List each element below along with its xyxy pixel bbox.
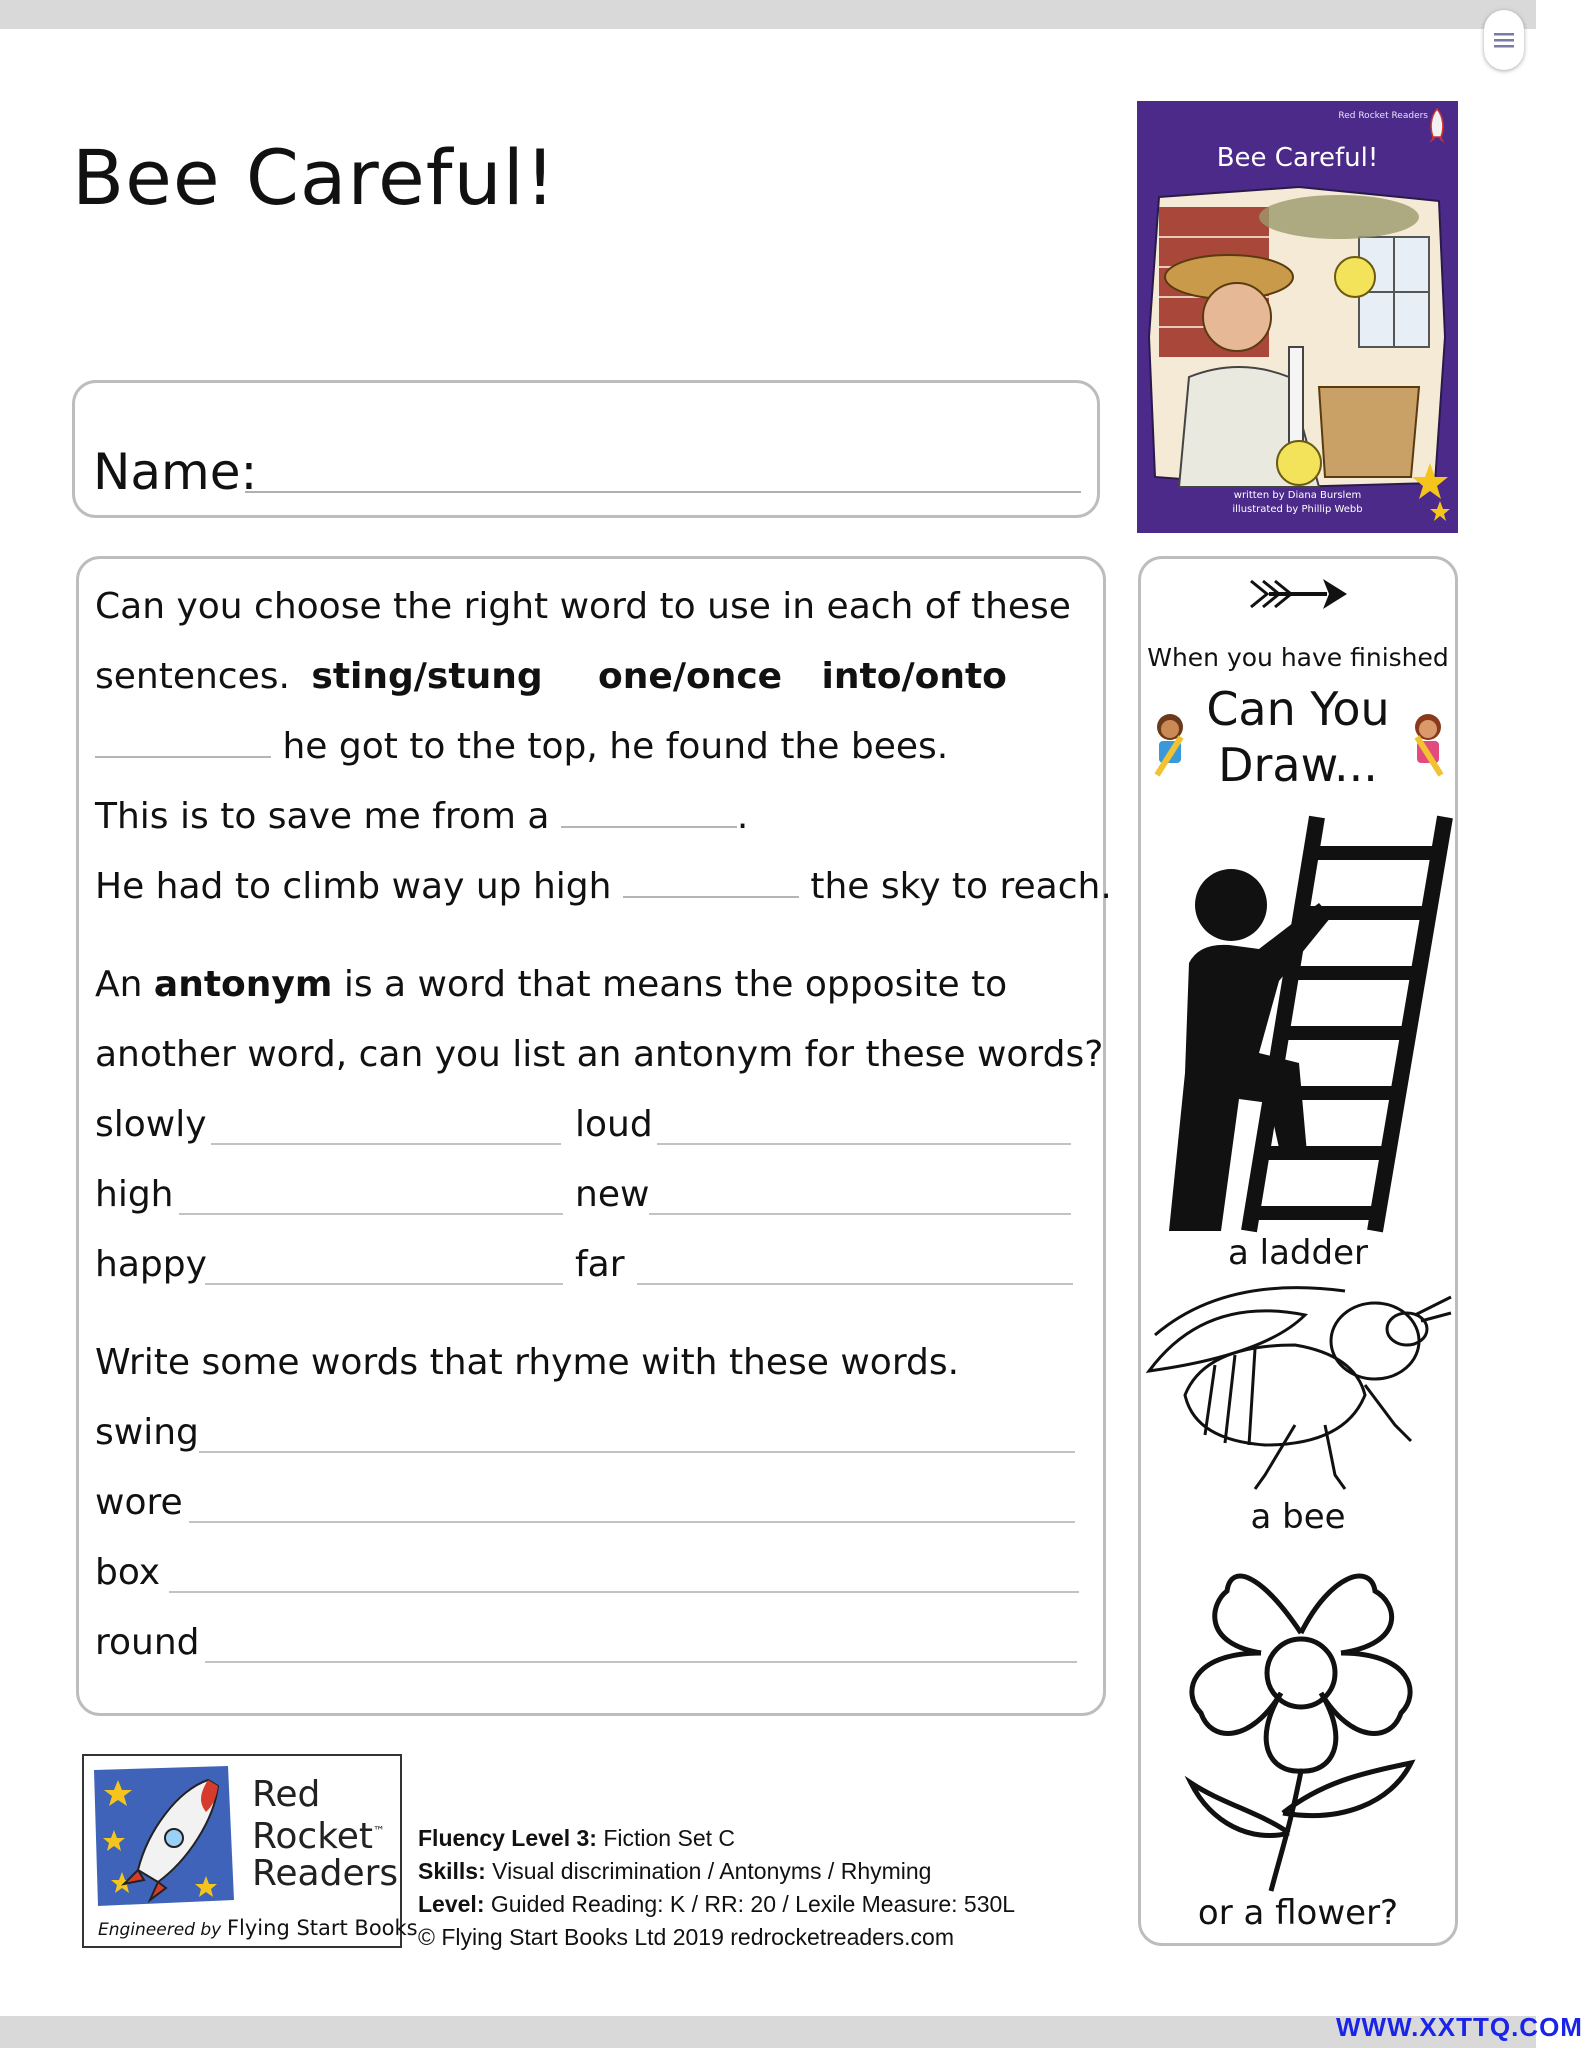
viewer-top-bar — [0, 0, 1536, 29]
antonym-answer-happy[interactable] — [205, 1283, 563, 1285]
logo-line2-text: Rocket — [252, 1816, 374, 1857]
exercise-box — [76, 556, 1112, 1716]
antonym-answer-loud[interactable] — [657, 1143, 1071, 1145]
hamburger-icon — [1494, 32, 1514, 48]
cover-illustrator: illustrated by Phillip Webb — [1232, 504, 1363, 515]
rhyme-word-wore: wore — [95, 1482, 183, 1523]
draw-sidebar — [1138, 556, 1458, 1946]
sentence-1 — [95, 725, 948, 769]
level-label: Level: — [418, 1891, 485, 1917]
blank-3[interactable] — [623, 890, 799, 898]
rhyme-word-swing: swing — [95, 1412, 199, 1453]
cover-title: Bee Careful! — [1216, 143, 1379, 173]
flower-illustration — [1171, 1543, 1431, 1893]
bee-illustration — [1145, 1275, 1455, 1495]
antonym-word-high: high — [95, 1174, 174, 1215]
blank-2[interactable] — [561, 820, 737, 828]
exercise2-line1-end: is a word that means the opposite to — [343, 964, 1008, 1005]
choice-one-once: one/once — [598, 656, 783, 697]
rhyme-answer-box[interactable] — [169, 1591, 1079, 1593]
antonym-word-far: far — [575, 1244, 625, 1285]
logo-line1: Red — [252, 1774, 321, 1815]
book-info — [418, 1822, 1015, 1954]
level-value: Guided Reading: K / RR: 20 / Lexile Measure: 530L — [490, 1891, 1016, 1917]
rhyme-answer-swing[interactable] — [199, 1451, 1075, 1453]
exercise2-line1-start: An — [95, 964, 143, 1005]
copyright: © Flying Start Books Ltd 2019 redrocketreaders.com — [418, 1924, 954, 1950]
skills-label: Skills: — [418, 1858, 486, 1884]
name-label: Name: — [93, 443, 258, 501]
antonym-word-new: new — [575, 1174, 650, 1215]
exercise2-line1 — [95, 963, 1007, 1007]
sentence-3 — [95, 865, 1112, 909]
rhyme-word-box: box — [95, 1552, 161, 1593]
flying-start-books: Flying Start Books — [226, 1916, 418, 1940]
rhyme-answer-wore[interactable] — [189, 1521, 1075, 1523]
antonym-word: antonym — [153, 964, 333, 1005]
heading-line2: Draw... — [1218, 738, 1378, 792]
rhyme-answer-round[interactable] — [205, 1661, 1077, 1663]
antonym-answer-new[interactable] — [649, 1213, 1071, 1215]
rocket-icon — [1424, 107, 1450, 147]
exercise2-line2: another word, can you list an antonym for these words? — [95, 1034, 1104, 1075]
cover-author: written by Diana Burslem — [1233, 490, 1362, 501]
fluency-label: Fluency Level 3: — [418, 1825, 597, 1851]
star-icon — [1410, 461, 1450, 521]
antonym-answer-high[interactable] — [179, 1213, 563, 1215]
sentence-2 — [95, 795, 748, 839]
choice-sting-stung: sting/stung — [311, 656, 543, 697]
page-title: Bee Careful! — [72, 133, 557, 222]
sentence-1-text: he got to the top, he found the bees. — [282, 726, 949, 767]
fluency-value: Fiction Set C — [603, 1825, 736, 1851]
logo-line3: Readers — [252, 1853, 399, 1894]
watermark: WWW.XXTTQ.COM — [1336, 2012, 1583, 2042]
child-drawing-icon — [1403, 709, 1453, 779]
ladder-caption: a ladder — [1228, 1233, 1368, 1273]
ladder-illustration — [1149, 813, 1449, 1233]
bee-caption: a bee — [1250, 1497, 1346, 1537]
antonym-word-slowly: slowly — [95, 1104, 207, 1145]
rocket-logo-icon — [88, 1760, 238, 1910]
antonym-word-loud: loud — [575, 1104, 653, 1145]
heading-line1: Can You — [1206, 682, 1390, 736]
antonym-answer-slowly[interactable] — [211, 1143, 561, 1145]
arrow-right-icon — [1249, 569, 1349, 619]
sentence-2-end: . — [736, 796, 749, 837]
level-line — [418, 1888, 1015, 1921]
red-rocket-readers-logo — [82, 1754, 418, 1948]
rhyme-word-round: round — [95, 1622, 200, 1663]
skills-value: Visual discrimination / Antonyms / Rhyming — [492, 1858, 932, 1884]
antonym-answer-far[interactable] — [637, 1283, 1073, 1285]
finished-text: When you have finished — [1147, 643, 1449, 672]
sentence-3-start: He had to climb way up high — [95, 866, 612, 907]
skills-line — [418, 1855, 1015, 1888]
sentence-2-start: This is to save me from a — [95, 796, 550, 837]
antonym-word-happy: happy — [95, 1244, 207, 1285]
cover-illustration — [1149, 187, 1447, 487]
logo-line2 — [252, 1813, 398, 1855]
fluency-line — [418, 1822, 1015, 1855]
book-cover — [1137, 101, 1458, 533]
sentence-3-end: the sky to reach. — [810, 866, 1112, 907]
engineered-label: Engineered by — [98, 1920, 222, 1940]
trademark: ™ — [373, 1824, 386, 1838]
exercise1-prompt-sentences: sentences. — [95, 656, 290, 697]
logo-wordmark — [252, 1776, 398, 1892]
name-field[interactable] — [245, 491, 1081, 493]
menu-button[interactable] — [1484, 10, 1524, 70]
blank-1[interactable] — [95, 750, 271, 758]
exercise1-prompt-line2 — [95, 655, 1007, 699]
exercise3-prompt: Write some words that rhyme with these words. — [95, 1342, 960, 1383]
choice-into-onto: into/onto — [821, 656, 1007, 697]
cover-publisher: Red Rocket Readers — [1338, 111, 1428, 121]
viewer-bottom-bar — [0, 2016, 1536, 2048]
engineered-by — [98, 1916, 418, 1940]
name-box — [72, 380, 1100, 518]
exercise1-prompt-line1: Can you choose the right word to use in each of these — [95, 586, 1071, 627]
flower-caption: or a flower? — [1197, 1893, 1399, 1933]
